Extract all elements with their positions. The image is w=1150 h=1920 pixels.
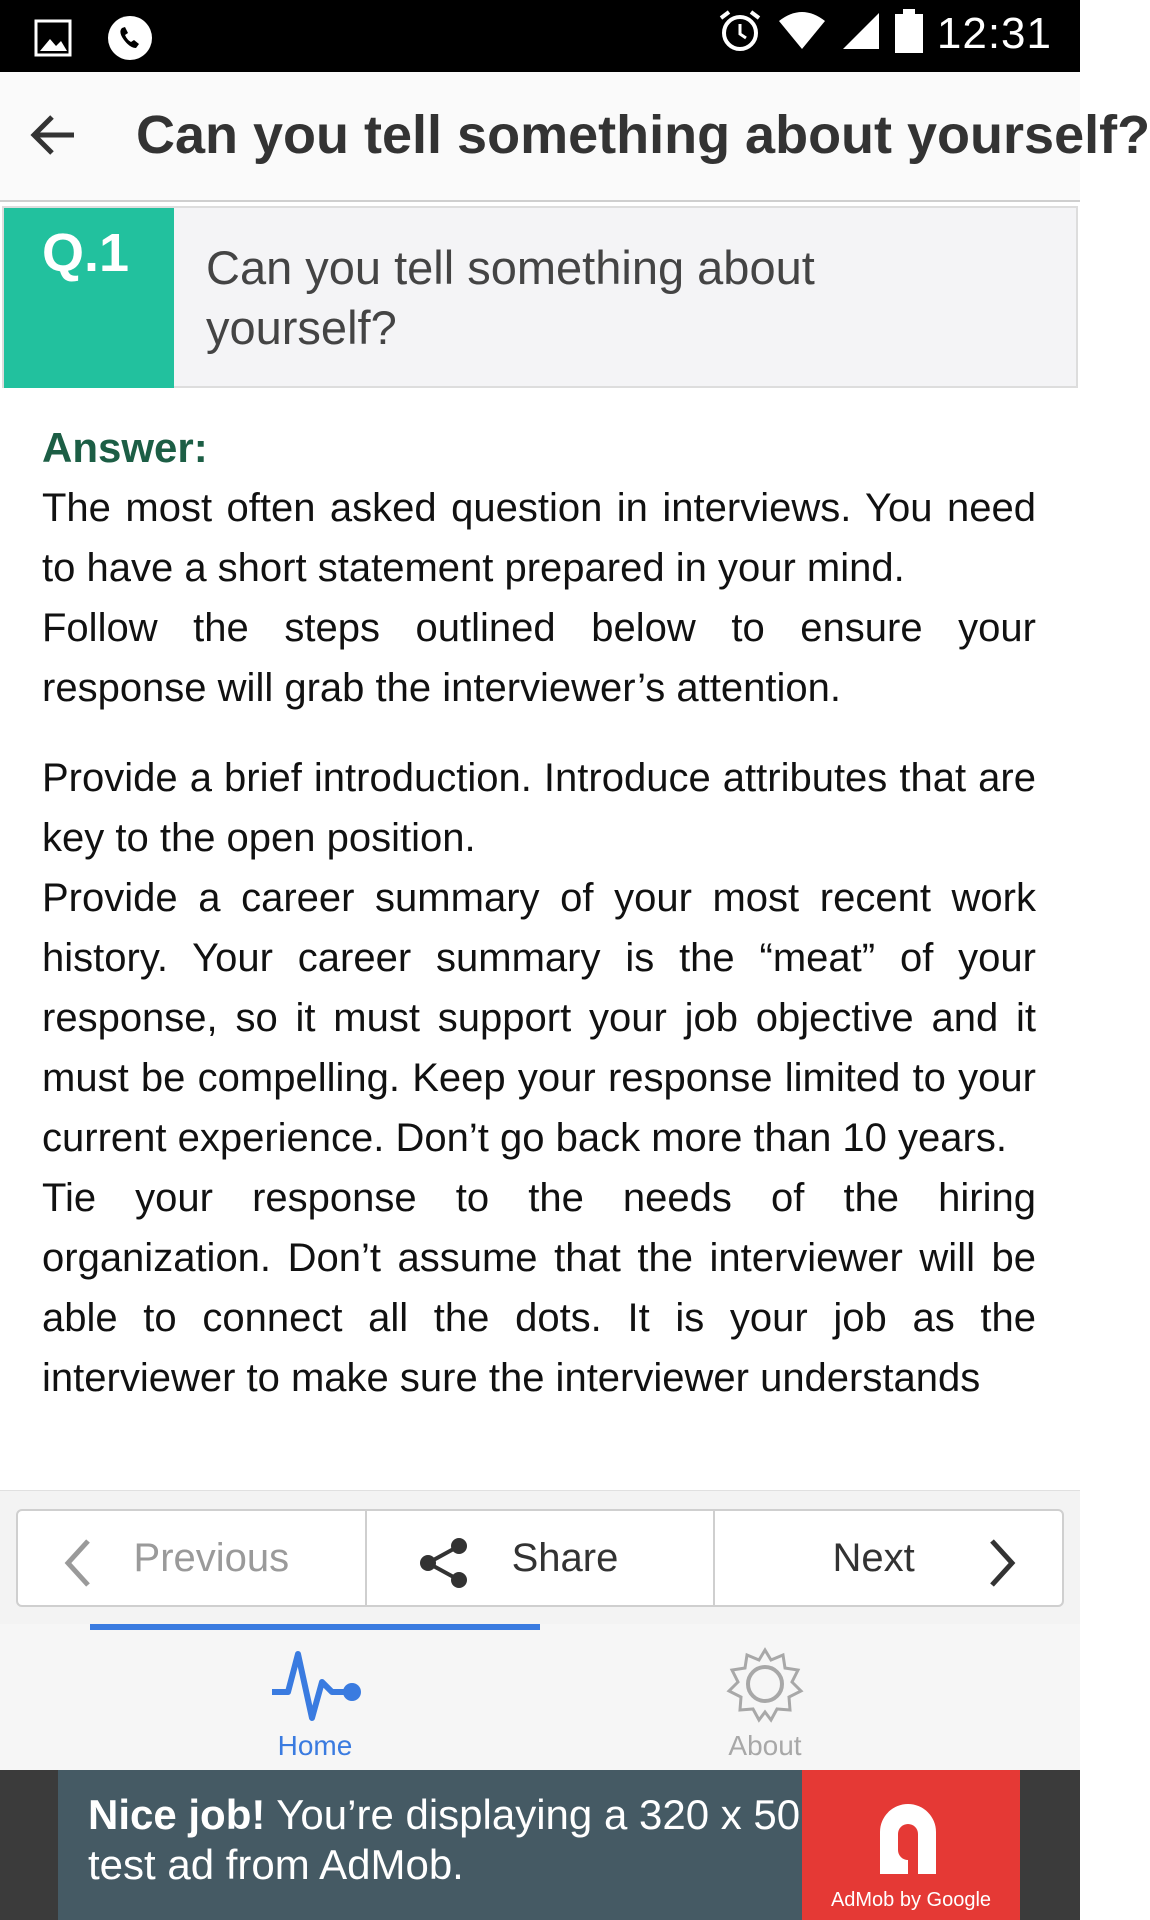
battery-icon (895, 9, 923, 58)
next-label: Next (832, 1535, 915, 1580)
chevron-right-icon (988, 1537, 1018, 1599)
alarm-icon (717, 8, 763, 59)
tab-active-indicator (90, 1624, 540, 1630)
share-icon (419, 1537, 469, 1599)
navigation-button-group (16, 1509, 1064, 1607)
ad-body: You’re displaying a 320 x 50 test ad from AdMob. (88, 1791, 801, 1888)
next-button[interactable] (713, 1511, 1062, 1605)
tab-home[interactable] (165, 1638, 465, 1764)
tab-about[interactable] (615, 1638, 915, 1764)
phone-icon (106, 14, 154, 67)
back-button[interactable] (18, 102, 88, 172)
share-button[interactable] (365, 1511, 714, 1605)
tab-home-label: Home (277, 1730, 353, 1761)
answer-paragraph: Provide a brief introduction. Introduce attributes that are key to the open position. (42, 756, 1036, 860)
admob-logo (802, 1770, 1020, 1920)
wifi-icon (777, 11, 827, 56)
page-title: Can you tell something about yourself? (136, 105, 1150, 165)
admob-brand: AdMob by Google (830, 1889, 992, 1911)
question-navigation (0, 1490, 1080, 1624)
signal-icon (841, 11, 881, 56)
admob-icon (860, 1784, 956, 1885)
previous-label: Previous (133, 1535, 290, 1580)
pulse-icon (270, 1646, 362, 1731)
bottom-tab-bar (0, 1624, 1080, 1770)
question-card (2, 206, 1078, 388)
gear-icon (727, 1646, 803, 1727)
image-icon (34, 19, 72, 62)
app-bar (0, 72, 1150, 202)
answer-paragraph: The most often asked question in interviews. You need to have a short statement prepared in your mind. (42, 486, 1036, 590)
ad-content[interactable] (58, 1770, 1020, 1920)
status-bar (0, 0, 1080, 72)
ad-headline: Nice job! (88, 1791, 266, 1838)
back-arrow-icon[interactable] (28, 110, 78, 165)
answer-paragraph: Tie your response to the needs of the hiring organization. Don’t assume that the interviewer will be able to connect all the dots. It is your job as the interviewer to make sure the interviewer understands (42, 1176, 1036, 1400)
question-text: Can you tell something about yourself? (206, 241, 815, 354)
question-number: Q.1 (42, 223, 130, 283)
answer-label: Answer: (42, 424, 208, 471)
tab-about-label: About (728, 1730, 802, 1761)
ad-text (88, 1790, 808, 1890)
question-number-badge (4, 208, 174, 388)
answer-paragraph: Provide a career summary of your most recent work history. Your career summary is the “meat” of your response, so it must support your job objective and it must be compelling. Keep your response limited to your current experience. Don’t go back more than 10 years. (42, 876, 1036, 1160)
share-label: Share (511, 1535, 619, 1580)
chevron-left-icon (62, 1537, 92, 1599)
ad-banner[interactable] (0, 1770, 1080, 1920)
previous-button[interactable] (18, 1511, 365, 1605)
clock: 12:31 (936, 8, 1052, 58)
answer-paragraph: Follow the steps outlined below to ensure your response will grab the interviewer’s attention. (42, 606, 1036, 710)
answer-content (42, 418, 1036, 1490)
